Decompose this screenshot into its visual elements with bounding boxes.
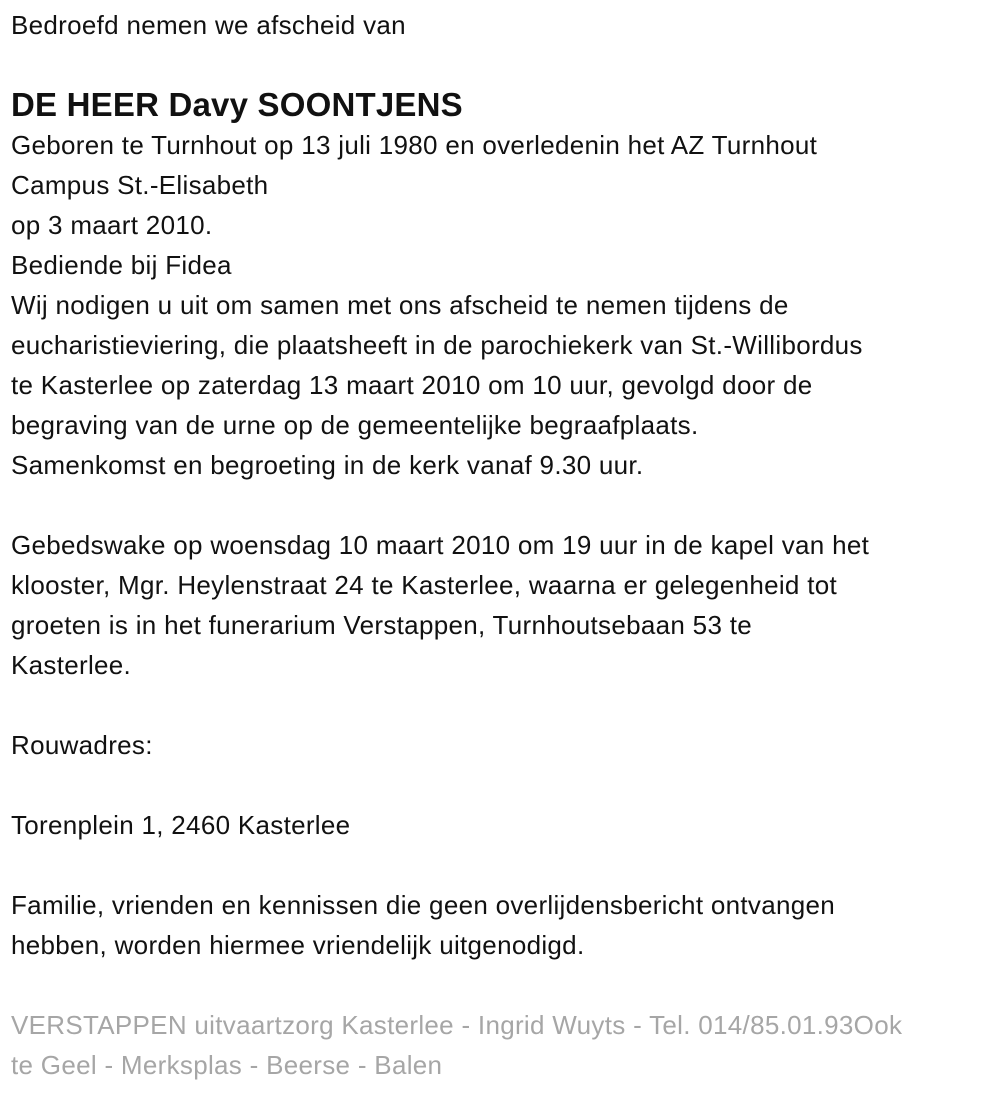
- text-line: Samenkomst en begroeting in de kerk vanaf 9.30 uur.: [11, 450, 644, 480]
- invitation-paragraph: [11, 885, 1000, 965]
- text-line: Familie, vrienden en kennissen die geen overlijdensbericht ontvangen: [11, 890, 836, 920]
- footer-line: VERSTAPPEN uitvaartzorg Kasterlee - Ingrid Wuyts - Tel. 014/85.01.93Ook: [11, 1010, 903, 1040]
- deceased-name-title: DE HEER Davy SOONTJENS: [11, 86, 463, 123]
- text-line: begraving van de urne op de gemeentelijke begraafplaats.: [11, 410, 699, 440]
- text-line: hebben, worden hiermee vriendelijk uitgenodigd.: [11, 930, 585, 960]
- text-line: groeten is in het funerarium Verstappen, Turnhoutsebaan 53 te: [11, 610, 753, 640]
- text-line: Kasterlee.: [11, 650, 132, 680]
- funeral-home-footer: [11, 1005, 1000, 1085]
- address: Torenplein 1, 2460 Kasterlee: [11, 810, 351, 840]
- text-line: eucharistieviering, die plaatsheeft in de parochiekerk van St.-Willibordus: [11, 330, 863, 360]
- footer-line: te Geel - Merksplas - Beerse - Balen: [11, 1050, 443, 1080]
- text-line: klooster, Mgr. Heylenstraat 24 te Kasterlee, waarna er gelegenheid tot: [11, 570, 838, 600]
- address-label: Rouwadres:: [11, 730, 153, 760]
- announcement-paragraph: [11, 125, 1000, 485]
- wake-paragraph: [11, 525, 1000, 685]
- text-line: Bediende bij Fidea: [11, 250, 232, 280]
- text-line: Gebedswake op woensdag 10 maart 2010 om 19 uur in de kapel van het: [11, 530, 870, 560]
- text-line: Campus St.-Elisabeth: [11, 170, 269, 200]
- text-line: Wij nodigen u uit om samen met ons afscheid te nemen tijdens de: [11, 290, 789, 320]
- intro-text: Bedroefd nemen we afscheid van: [11, 10, 406, 40]
- text-line: op 3 maart 2010.: [11, 210, 213, 240]
- text-line: Geboren te Turnhout op 13 juli 1980 en overledenin het AZ Turnhout: [11, 130, 818, 160]
- text-line: te Kasterlee op zaterdag 13 maart 2010 om 10 uur, gevolgd door de: [11, 370, 813, 400]
